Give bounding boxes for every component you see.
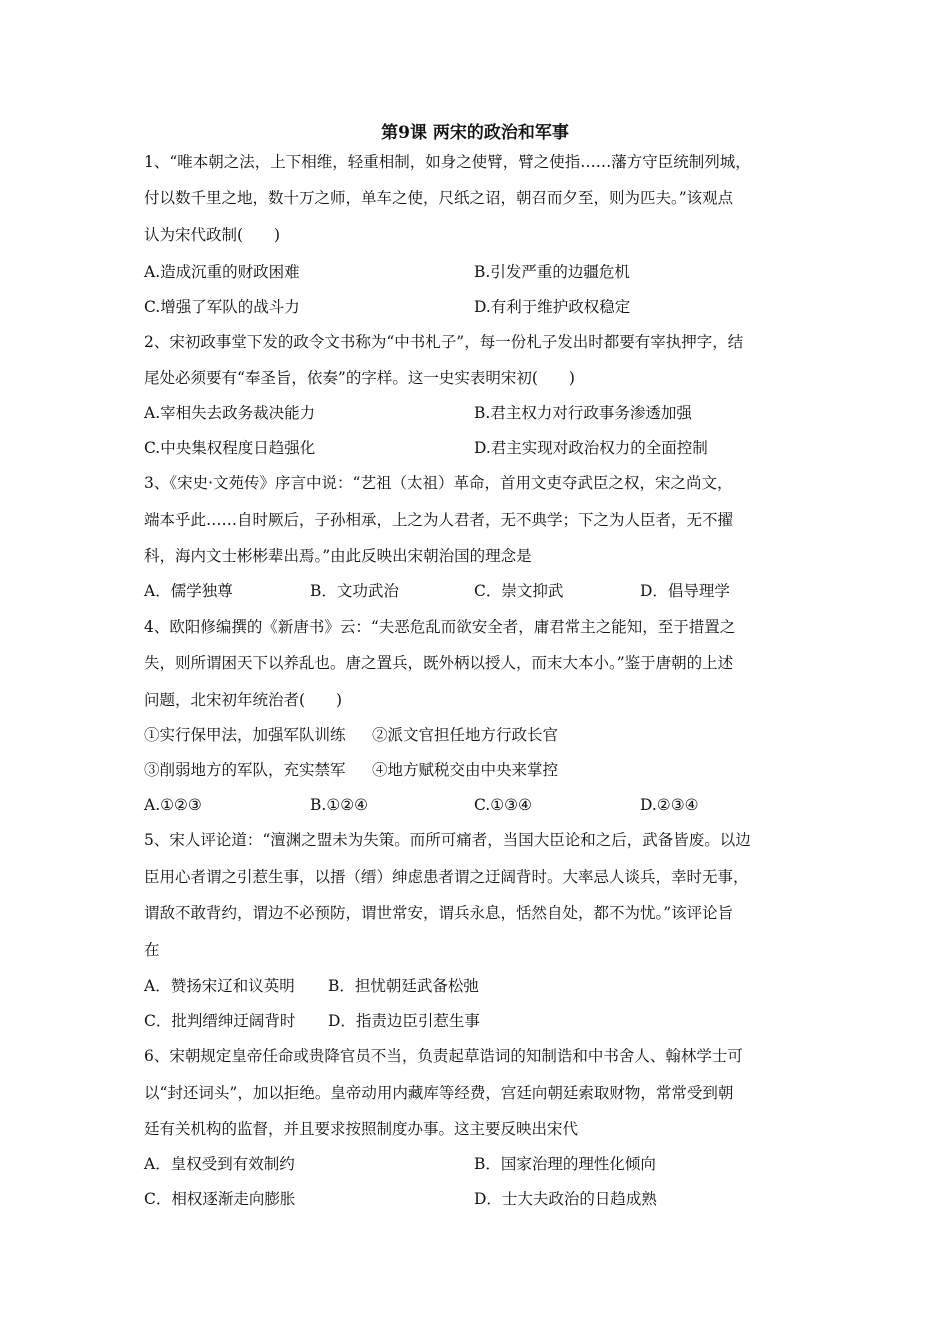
- q5-option-b: B．担忧朝廷武备松弛: [328, 977, 479, 995]
- q4-line-2: 失，则所谓困天下以养乱也。唐之置兵，既外柄以授人，而末大本小。”鉴于唐朝的上述: [144, 654, 734, 672]
- q4-line-3: 问题，北宋初年统治者( ): [144, 691, 343, 709]
- q4-item-2: ②派文官担任地方行政长官: [372, 726, 559, 744]
- q2-option-b: B.君主权力对行政事务渗透加强: [474, 404, 692, 422]
- q6-line-1: 6、宋朝规定皇帝任命或贵降官员不当，负责起草诰词的知制诰和中书舍人、翰林学士可: [144, 1047, 743, 1065]
- q4-item-4: ④地方赋税交由中央来掌控: [372, 761, 559, 779]
- q5-option-a: A．赞扬宋辽和议英明: [144, 977, 295, 995]
- q6-option-c: C．相权逐渐走向膨胀: [144, 1190, 296, 1208]
- q4-item-1: ①实行保甲法，加强军队训练: [144, 726, 346, 744]
- q5-option-c: C．批判缙绅迂阔背时: [144, 1012, 296, 1030]
- q3-line-1: 3、《宋史·文苑传》序言中说：“艺祖（太祖）革命，首用文吏夺武臣之权，宋之尚文，: [144, 474, 733, 492]
- q2-line-1: 2、宋初政事堂下发的政令文书称为“中书札子”，每一份札子发出时都要有宰执押字，结: [144, 333, 744, 351]
- q3-option-a: A．儒学独尊: [144, 582, 233, 600]
- q1-option-c: C.增强了军队的战斗力: [144, 298, 300, 316]
- q1-option-d: D.有利于维护政权稳定: [474, 298, 631, 316]
- q5-line-1: 5、宋人评论道：“澶渊之盟未为失策。而所可痛者，当国大臣论和之后，武备皆废。以边: [144, 831, 751, 849]
- page-title: 第9课 两宋的政治和军事: [381, 123, 569, 143]
- q6-line-3: 廷有关机构的监督，并且要求按照制度办事。这主要反映出宋代: [144, 1120, 579, 1138]
- q1-line-2: 付以数千里之地，数十万之师，单车之使，尺纸之诏，朝召而夕至，则为匹夫。”该观点: [144, 189, 734, 207]
- q4-item-3: ③削弱地方的军队，充实禁军: [144, 761, 346, 779]
- q4-line-1: 4、欧阳修编撰的《新唐书》云：“夫恶危乱而欲安全者，庸君常主之能知，至于措置之: [144, 618, 736, 636]
- q6-line-2: 以“封还词头”，加以拒绝。皇帝动用内藏库等经费，宫廷向朝廷索取财物，常常受到朝: [144, 1084, 734, 1102]
- q4-option-b: B.①②④: [310, 796, 369, 814]
- q5-option-d: D．指责边臣引惹生事: [328, 1012, 480, 1030]
- q5-line-2: 臣用心者谓之引惹生事，以搢（缙）绅虑患者谓之迂阔背时。大率忌人谈兵，幸时无事，: [144, 868, 749, 886]
- q3-option-b: B．文功武治: [310, 582, 399, 600]
- q2-line-2: 尾处必须要有“奉圣旨，依奏”的字样。这一史实表明宋初( ): [144, 369, 575, 387]
- q1-option-a: A.造成沉重的财政困难: [144, 263, 300, 281]
- q3-option-c: C．崇文抑武: [474, 582, 564, 600]
- q1-option-b: B.引发严重的边疆危机: [474, 263, 630, 281]
- q1-line-3: 认为宋代政制( ): [144, 226, 281, 244]
- q2-option-c: C.中央集权程度日趋强化: [144, 439, 316, 457]
- q4-option-d: D.②③④: [640, 796, 699, 814]
- q2-option-a: A.宰相失去政务裁决能力: [144, 404, 316, 422]
- q6-option-b: B．国家治理的理性化倾向: [474, 1155, 656, 1173]
- q6-option-d: D．士大夫政治的日趋成熟: [474, 1190, 657, 1208]
- q1-line-1: 1、“唯本朝之法，上下相维，轻重相制，如身之使臂，臂之使指……藩方守臣统制列城，: [144, 153, 751, 171]
- q2-option-d: D.君主实现对政治权力的全面控制: [474, 439, 708, 457]
- q6-option-a: A．皇权受到有效制约: [144, 1155, 295, 1173]
- q3-line-3: 科，海内文士彬彬辈出焉。”由此反映出宋朝治国的理念是: [144, 547, 532, 565]
- q4-option-c: C.①③④: [474, 796, 532, 814]
- q5-line-4: 在: [144, 941, 160, 959]
- q5-line-3: 谓敌不敢背约，谓边不必预防，谓世常安，谓兵永息，恬然自处，都不为忧。”该评论旨: [144, 904, 734, 922]
- q3-option-d: D．倡导理学: [640, 582, 730, 600]
- q3-line-2: 端本乎此……自时厥后，子孙相承，上之为人君者，无不典学；下之为人臣者，无不擢: [144, 511, 734, 529]
- q4-option-a: A.①②③: [144, 796, 202, 814]
